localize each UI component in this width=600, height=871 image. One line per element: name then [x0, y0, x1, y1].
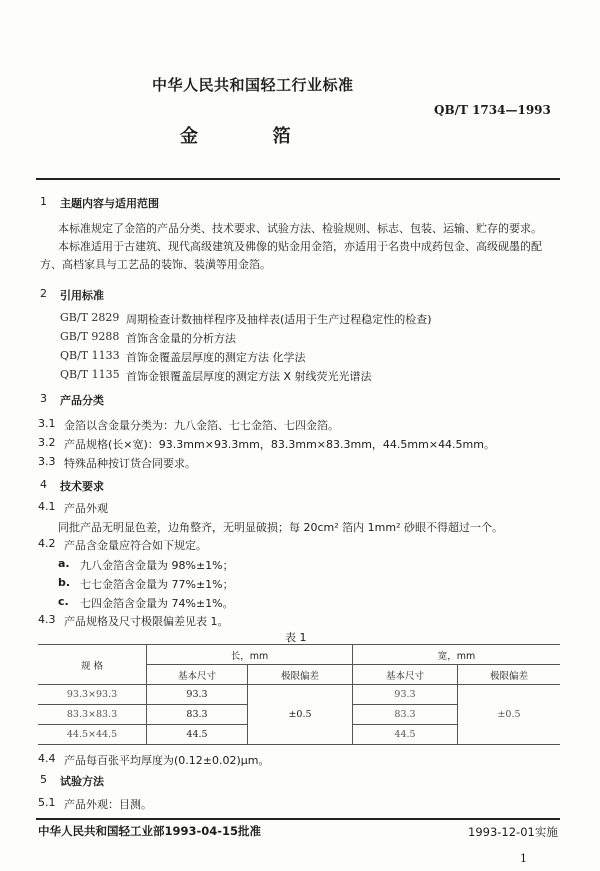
- section-1-number: 1: [40, 195, 47, 208]
- list-item: 九八金箔含金量为 98%±1%；: [80, 559, 234, 572]
- clause-text: 产品规格(长×宽)：93.3mm×93.3mm，83.3mm×83.3mm，44.5mm×44.5mm。: [64, 438, 495, 451]
- clause-number: 5.1: [38, 796, 56, 809]
- clause-text: 特殊品种按订货合同要求。: [64, 457, 196, 470]
- header-rule: [36, 178, 560, 180]
- ref-title: 首饰金银覆盖层厚度的测定方法 X 射线荧光光谱法: [126, 370, 372, 383]
- section-2-number: 2: [40, 287, 47, 300]
- cell-spec: 93.3×93.3: [38, 685, 147, 705]
- ref-code: GB/T 9288: [60, 330, 120, 343]
- ref-title: 首饰金覆盖层厚度的测定方法 化学法: [126, 351, 306, 364]
- clause-text: 同批产品无明显色差，边角整齐，无明显破损；每 20cm² 箔内 1mm² 砂眼不得超过一个。: [58, 521, 503, 534]
- table-1: [38, 644, 560, 745]
- cell-spec: 83.3×83.3: [38, 705, 147, 725]
- title-char-2: 箔: [272, 126, 293, 147]
- ref-code: GB/T 2829: [60, 311, 120, 324]
- cell-width: 44.5: [353, 725, 458, 745]
- cell-length: 44.5: [147, 725, 248, 745]
- section-3-number: 3: [40, 392, 47, 405]
- footer-rule: [36, 818, 560, 820]
- header-spec: 规 格: [38, 645, 147, 685]
- effective-date: 1993-12-01实施: [468, 825, 558, 839]
- clause-number: 4.4: [38, 752, 56, 765]
- section-4-title: 技术要求: [60, 480, 104, 493]
- clause-number: 3.3: [38, 455, 56, 468]
- cell-length: 83.3: [147, 705, 248, 725]
- section-2-title: 引用标准: [60, 289, 104, 302]
- clause-number: 4.3: [38, 613, 56, 626]
- list-marker: c.: [58, 595, 69, 608]
- section-1-paragraph-1: 本标准规定了金箔的产品分类、技术要求、试验方法、检验规则、标志、包装、运输、贮存的要求。: [58, 222, 542, 235]
- section-3-title: 产品分类: [60, 394, 104, 407]
- clause-title: 产品外观: [64, 502, 108, 515]
- title-char-1: 金: [180, 126, 200, 147]
- section-1-paragraph-2: 本标准适用于古建筑、现代高级建筑及佛像的贴金用金箔，亦适用于名贵中成药包金、高级砚墨的配方、高档家具与工艺品的装饰、装潢等用金箔。: [40, 240, 542, 271]
- clause-text: 金箔以含金量分类为：九八金箔、七七金箔、七四金箔。: [64, 419, 339, 432]
- cell-length: 93.3: [147, 685, 248, 705]
- subheader-width-nominal: 基本尺寸: [353, 665, 458, 685]
- ref-code: QB/T 1135: [60, 368, 120, 381]
- clause-number: 3.1: [38, 417, 56, 430]
- subheader-length-deviation: 极限偏差: [248, 665, 353, 685]
- clause-title: 产品含金量应符合如下规定。: [64, 539, 207, 552]
- clause-number: 4.2: [38, 537, 56, 550]
- cell-spec: 44.5×44.5: [38, 725, 147, 745]
- cell-width: 83.3: [353, 705, 458, 725]
- cell-width-deviation: ±0.5: [458, 685, 561, 745]
- table-caption: 表 1: [285, 631, 307, 644]
- cell-width: 93.3: [353, 685, 458, 705]
- cell-length-deviation: ±0.5: [248, 685, 353, 745]
- ref-title: 首饰含金量的分析方法: [126, 332, 236, 345]
- list-item: 七四金箔含金量为 74%±1%。: [80, 597, 234, 610]
- list-marker: a.: [58, 557, 70, 570]
- ref-code: QB/T 1133: [60, 349, 120, 362]
- clause-text: 产品外观：目测。: [64, 798, 152, 811]
- section-4-number: 4: [40, 478, 47, 491]
- section-5-title: 试验方法: [60, 775, 104, 788]
- page-number: 1: [520, 852, 527, 865]
- standard-code: QB/T 1734—1993: [434, 103, 551, 117]
- subheader-length-nominal: 基本尺寸: [147, 665, 248, 685]
- subheader-width-deviation: 极限偏差: [458, 665, 561, 685]
- issuing-body: 中华人民共和国轻工行业标准: [152, 76, 354, 94]
- approval-line: 中华人民共和国轻工业部1993-04-15批准: [38, 824, 262, 838]
- clause-number: 3.2: [38, 436, 56, 449]
- section-5-number: 5: [40, 773, 47, 786]
- document-title: [180, 122, 293, 148]
- section-1-title: 主题内容与适用范围: [60, 197, 159, 210]
- ref-title: 周期检查计数抽样程序及抽样表(适用于生产过程稳定性的检查): [126, 313, 432, 326]
- clause-text: 产品每百张平均厚度为(0.12±0.02)μm。: [64, 754, 270, 767]
- list-item: 七七金箔含金量为 77%±1%；: [80, 578, 234, 591]
- list-marker: b.: [58, 576, 71, 589]
- header-width: 宽，mm: [353, 645, 561, 665]
- clause-text: 产品规格及尺寸极限偏差见表 1。: [64, 615, 229, 628]
- clause-number: 4.1: [38, 500, 56, 513]
- table-row: [38, 685, 560, 705]
- header-length: 长，mm: [147, 645, 353, 665]
